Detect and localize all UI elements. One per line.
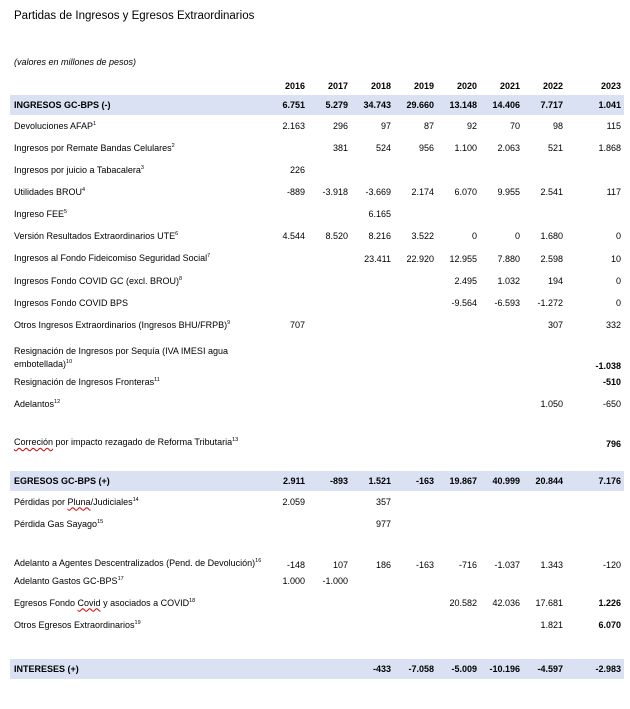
value-cell-2020: 2.495 bbox=[454, 276, 477, 286]
table-row bbox=[10, 292, 624, 314]
section-total-row bbox=[10, 95, 624, 115]
row-label-text: Ingresos Fondo COVID BPS bbox=[14, 297, 129, 308]
value-cell-2019 bbox=[394, 570, 437, 592]
value-cell-2020: -716 bbox=[458, 560, 477, 570]
row-label bbox=[10, 203, 265, 225]
value-cell-2023: -650 bbox=[602, 399, 621, 409]
value-cell-2019: 29.660 bbox=[394, 95, 437, 115]
value-cell-2022: 1.050 bbox=[540, 399, 563, 409]
row-label bbox=[10, 115, 265, 137]
value-cell-2019: 2.174 bbox=[411, 187, 434, 197]
value-cell-2019: 22.920 bbox=[406, 253, 434, 264]
table-row bbox=[10, 393, 624, 415]
value-cell-2018: 8.216 bbox=[368, 231, 391, 241]
row-label-text: Ingresos al Fondo Fideicomiso Seguridad Social bbox=[14, 253, 208, 263]
value-cell-2022: 1.821 bbox=[540, 620, 563, 630]
table-row bbox=[10, 592, 624, 614]
value-cell-2023: 7.176 bbox=[566, 471, 624, 491]
value-cell-2020: 6.070 bbox=[454, 187, 477, 197]
row-label bbox=[10, 225, 265, 247]
table-row bbox=[10, 371, 624, 393]
value-cell-2017: -893 bbox=[308, 471, 351, 491]
row-label bbox=[10, 159, 265, 181]
value-cell-2021: 9.955 bbox=[497, 187, 520, 197]
value-cell-2023: -120 bbox=[602, 560, 621, 570]
value-cell-2018: 186 bbox=[375, 560, 391, 570]
value-cell-2017 bbox=[308, 614, 351, 636]
value-cell-2018: 357 bbox=[375, 497, 391, 507]
value-cell-2022: 17.681 bbox=[535, 598, 563, 608]
value-cell-2021: -6.593 bbox=[494, 298, 520, 308]
value-cell-2019 bbox=[394, 371, 437, 393]
value-cell-2017 bbox=[308, 270, 351, 292]
footnote-marker: 13 bbox=[232, 437, 239, 443]
row-label-text: INTERESES (+) bbox=[14, 663, 79, 674]
value-cell-2021 bbox=[480, 614, 523, 636]
row-label-text: Otros Egresos Extraordinarios bbox=[14, 619, 135, 630]
row-label bbox=[10, 513, 265, 535]
value-cell-2019 bbox=[394, 393, 437, 415]
value-cell-2020 bbox=[437, 336, 480, 371]
row-label bbox=[10, 415, 265, 449]
value-cell-2023: 117 bbox=[606, 187, 621, 197]
value-cell-2021 bbox=[480, 203, 523, 225]
footnote-marker: 2 bbox=[171, 142, 175, 149]
table-row bbox=[10, 115, 624, 137]
value-cell-2021 bbox=[480, 393, 523, 415]
value-cell-2023: 796 bbox=[605, 439, 621, 449]
spacer-row bbox=[10, 636, 624, 659]
value-cell-2019 bbox=[394, 491, 437, 513]
value-cell-2022 bbox=[523, 336, 566, 371]
value-cell-2020 bbox=[437, 415, 480, 449]
row-label-text: Ingresos por Remate Bandas Celulares bbox=[14, 142, 172, 153]
value-cell-2022: 20.844 bbox=[523, 471, 566, 491]
value-cell-2017 bbox=[308, 592, 351, 614]
table-row bbox=[10, 570, 624, 592]
value-cell-2023: -510 bbox=[602, 377, 621, 387]
value-cell-2016 bbox=[265, 393, 308, 415]
value-cell-2017: 5.279 bbox=[308, 95, 351, 115]
row-label bbox=[10, 614, 265, 636]
value-cell-2020: -5.009 bbox=[437, 659, 480, 679]
value-cell-2017: 107 bbox=[332, 560, 348, 570]
row-label bbox=[10, 95, 265, 115]
value-cell-2021 bbox=[480, 159, 523, 181]
row-label bbox=[10, 314, 265, 336]
table-row bbox=[10, 159, 624, 181]
value-cell-2022 bbox=[523, 159, 566, 181]
value-cell-2023: -2.983 bbox=[566, 659, 624, 679]
value-cell-2016: -889 bbox=[286, 187, 305, 197]
row-label bbox=[10, 270, 265, 292]
value-cell-2023: 0 bbox=[615, 276, 621, 286]
value-cell-2021: 1.032 bbox=[497, 276, 520, 286]
year-header: 2017 bbox=[327, 81, 348, 91]
value-cell-2023: 10 bbox=[610, 253, 621, 264]
value-cell-2018 bbox=[351, 614, 394, 636]
value-cell-2023: 0 bbox=[615, 298, 621, 308]
value-cell-2020 bbox=[437, 570, 480, 592]
table-row bbox=[10, 415, 624, 449]
footnote-marker: 8 bbox=[179, 275, 183, 282]
spacer-cell bbox=[10, 636, 624, 659]
value-cell-2016 bbox=[265, 137, 308, 159]
value-cell-2023 bbox=[566, 203, 624, 225]
value-cell-2022: 307 bbox=[547, 320, 563, 330]
value-cell-2016: 226 bbox=[289, 165, 305, 175]
value-cell-2016 bbox=[265, 203, 308, 225]
value-cell-2020 bbox=[437, 203, 480, 225]
value-cell-2020: 13.148 bbox=[437, 95, 480, 115]
footnote-marker: 14 bbox=[132, 496, 139, 503]
table-row bbox=[10, 535, 624, 570]
footnote-marker: 17 bbox=[117, 575, 124, 582]
row-label-text: INGRESOS GC-BPS (-) bbox=[14, 99, 111, 110]
footnote-marker: 5 bbox=[64, 208, 68, 215]
value-cell-2019 bbox=[394, 203, 437, 225]
footnote-marker: 18 bbox=[189, 597, 196, 604]
value-cell-2016: 2.911 bbox=[265, 471, 308, 491]
row-label bbox=[10, 292, 265, 314]
value-cell-2022: 194 bbox=[547, 276, 563, 286]
value-cell-2017 bbox=[308, 513, 351, 535]
value-cell-2023 bbox=[566, 570, 624, 592]
value-cell-2023 bbox=[566, 159, 624, 181]
footnote-marker: 3 bbox=[140, 164, 144, 171]
value-cell-2018: -3.669 bbox=[365, 187, 391, 197]
value-cell-2016 bbox=[265, 292, 308, 314]
table-row bbox=[10, 491, 624, 513]
value-cell-2021 bbox=[480, 513, 523, 535]
value-cell-2020 bbox=[437, 614, 480, 636]
value-cell-2023: 0 bbox=[615, 231, 621, 241]
value-cell-2022: 2.598 bbox=[540, 253, 563, 264]
row-label-text: Adelantos bbox=[14, 398, 55, 409]
value-cell-2021: 40.999 bbox=[480, 471, 523, 491]
value-cell-2017 bbox=[308, 292, 351, 314]
value-cell-2021: 2.063 bbox=[497, 143, 520, 153]
value-cell-2021 bbox=[480, 371, 523, 393]
value-cell-2021: 14.406 bbox=[480, 95, 523, 115]
footnote-marker: 15 bbox=[97, 518, 104, 525]
value-cell-2018 bbox=[351, 314, 394, 336]
row-label-text: Resignación de Ingresos por Sequía (IVA IMESI agua embotellada) bbox=[14, 346, 228, 369]
value-cell-2020: 12.955 bbox=[449, 253, 477, 264]
table-row bbox=[10, 513, 624, 535]
row-label bbox=[10, 371, 265, 393]
value-cell-2021: -10.196 bbox=[480, 659, 523, 679]
row-label-text: Ingreso FEE bbox=[14, 208, 65, 219]
value-cell-2019 bbox=[394, 415, 437, 449]
value-cell-2020 bbox=[437, 314, 480, 336]
row-label bbox=[10, 137, 265, 159]
value-cell-2017 bbox=[308, 336, 351, 371]
value-cell-2016 bbox=[265, 592, 308, 614]
value-cell-2021: 42.036 bbox=[492, 598, 520, 608]
value-cell-2017: 381 bbox=[332, 143, 348, 153]
year-header: 2018 bbox=[370, 81, 391, 91]
value-cell-2022: 7.717 bbox=[523, 95, 566, 115]
value-cell-2022 bbox=[523, 513, 566, 535]
value-cell-2020: 20.582 bbox=[449, 598, 477, 608]
row-label-text: Utilidades BROU bbox=[14, 186, 83, 197]
units-note: (valores en millones de pesos) bbox=[14, 57, 137, 67]
row-label bbox=[10, 659, 265, 679]
footnote-marker: 19 bbox=[134, 619, 141, 626]
value-cell-2016 bbox=[265, 336, 308, 371]
row-label-text: Pérdidas por Pluna/Judiciales bbox=[14, 496, 133, 507]
value-cell-2020 bbox=[437, 159, 480, 181]
value-cell-2016 bbox=[265, 270, 308, 292]
value-cell-2019 bbox=[394, 336, 437, 371]
value-cell-2022: -1.272 bbox=[537, 298, 563, 308]
value-cell-2016 bbox=[265, 659, 308, 679]
label-header bbox=[10, 77, 265, 95]
value-cell-2020 bbox=[437, 513, 480, 535]
table-row bbox=[10, 137, 624, 159]
value-cell-2019: -163 bbox=[394, 471, 437, 491]
value-cell-2023: 1.041 bbox=[566, 95, 624, 115]
value-cell-2021 bbox=[480, 491, 523, 513]
value-cell-2023: 115 bbox=[606, 121, 621, 131]
value-cell-2022: -4.597 bbox=[523, 659, 566, 679]
value-cell-2016 bbox=[265, 614, 308, 636]
value-cell-2020: 0 bbox=[471, 231, 477, 241]
value-cell-2019: -163 bbox=[415, 560, 434, 570]
value-cell-2016: -148 bbox=[286, 560, 305, 570]
footnote-marker: 7 bbox=[207, 253, 211, 259]
value-cell-2018: 97 bbox=[380, 121, 391, 131]
value-cell-2017: 296 bbox=[332, 121, 348, 131]
value-cell-2020: 92 bbox=[466, 121, 477, 131]
row-label bbox=[10, 471, 265, 491]
section-total-row bbox=[10, 659, 624, 679]
row-label bbox=[10, 491, 265, 513]
value-cell-2023: 1.226 bbox=[598, 598, 621, 608]
row-label-text: Otros Ingresos Extraordinarios (Ingresos BHU/FRPB) bbox=[14, 319, 228, 330]
value-cell-2016: 707 bbox=[289, 320, 305, 330]
value-cell-2020: 19.867 bbox=[437, 471, 480, 491]
section-total-row bbox=[10, 471, 624, 491]
value-cell-2021: 0 bbox=[514, 231, 520, 241]
value-cell-2018: 1.521 bbox=[351, 471, 394, 491]
value-cell-2022 bbox=[523, 570, 566, 592]
value-cell-2019: 87 bbox=[423, 121, 434, 131]
value-cell-2019 bbox=[394, 159, 437, 181]
value-cell-2018: 23.411 bbox=[364, 253, 391, 264]
value-cell-2017 bbox=[308, 203, 351, 225]
value-cell-2017 bbox=[308, 393, 351, 415]
data-table bbox=[10, 77, 624, 679]
value-cell-2023: 332 bbox=[605, 320, 621, 330]
value-cell-2017 bbox=[308, 491, 351, 513]
table-row bbox=[10, 181, 624, 203]
value-cell-2018 bbox=[351, 292, 394, 314]
value-cell-2019 bbox=[394, 292, 437, 314]
value-cell-2019: 956 bbox=[418, 143, 434, 153]
table-row bbox=[10, 203, 624, 225]
year-header: 2019 bbox=[413, 81, 434, 91]
year-header: 2020 bbox=[456, 81, 477, 91]
row-label-text: EGRESOS GC-BPS (+) bbox=[14, 475, 110, 486]
value-cell-2016: 4.544 bbox=[282, 231, 305, 241]
value-cell-2017 bbox=[308, 415, 351, 449]
value-cell-2017 bbox=[308, 314, 351, 336]
row-label-text: Versión Resultados Extraordinarios UTE bbox=[14, 230, 176, 241]
footnote-marker: 1 bbox=[93, 120, 97, 127]
value-cell-2018 bbox=[351, 336, 394, 371]
value-cell-2016: 1.000 bbox=[282, 576, 305, 586]
footnote-marker: 12 bbox=[54, 398, 61, 405]
footnote-marker: 16 bbox=[255, 558, 262, 564]
value-cell-2020: 1.100 bbox=[454, 143, 477, 153]
value-cell-2023: 1.868 bbox=[598, 143, 621, 153]
table-row bbox=[10, 336, 624, 371]
value-cell-2021 bbox=[480, 314, 523, 336]
value-cell-2021: 7.880 bbox=[497, 253, 520, 264]
footnote-marker: 11 bbox=[154, 376, 160, 383]
year-header: 2023 bbox=[600, 81, 621, 91]
value-cell-2017 bbox=[308, 371, 351, 393]
row-label bbox=[10, 336, 265, 371]
value-cell-2020 bbox=[437, 491, 480, 513]
value-cell-2016: 2.059 bbox=[282, 497, 305, 507]
value-cell-2022: 1.680 bbox=[540, 231, 563, 241]
footnote-marker: 10 bbox=[66, 359, 73, 365]
year-header: 2016 bbox=[284, 81, 305, 91]
value-cell-2022: 1.343 bbox=[540, 560, 563, 570]
value-cell-2022 bbox=[523, 415, 566, 449]
year-header-row bbox=[10, 77, 624, 95]
value-cell-2022 bbox=[523, 371, 566, 393]
value-cell-2017: -3.918 bbox=[322, 187, 348, 197]
table-row bbox=[10, 225, 624, 247]
value-cell-2023 bbox=[566, 491, 624, 513]
value-cell-2023: 6.070 bbox=[598, 620, 621, 630]
value-cell-2022: 98 bbox=[552, 121, 563, 131]
footnote-marker: 4 bbox=[82, 186, 86, 193]
value-cell-2018 bbox=[351, 592, 394, 614]
value-cell-2018 bbox=[351, 570, 394, 592]
table-row bbox=[10, 270, 624, 292]
value-cell-2019 bbox=[394, 614, 437, 636]
value-cell-2018: 977 bbox=[375, 519, 391, 529]
value-cell-2019 bbox=[394, 314, 437, 336]
year-header: 2022 bbox=[542, 81, 563, 91]
value-cell-2022: 2.541 bbox=[540, 187, 563, 197]
year-header: 2021 bbox=[499, 81, 520, 91]
footnote-marker: 9 bbox=[227, 319, 231, 326]
row-label-text: Ingresos por juicio a Tabacalera bbox=[14, 164, 141, 175]
value-cell-2023: -1.038 bbox=[595, 361, 621, 371]
value-cell-2016 bbox=[265, 415, 308, 449]
value-cell-2018: 34.743 bbox=[351, 95, 394, 115]
value-cell-2019 bbox=[394, 270, 437, 292]
row-label-text: Correción por impacto rezagado de Reforma Tributaria bbox=[14, 437, 233, 447]
value-cell-2017: 8.520 bbox=[325, 231, 348, 241]
row-label bbox=[10, 181, 265, 203]
row-label-text: Devoluciones AFAP bbox=[14, 120, 94, 131]
page-title: Partidas de Ingresos y Egresos Extraordinarios bbox=[14, 10, 255, 22]
value-cell-2021: 70 bbox=[509, 121, 520, 131]
value-cell-2020: -9.564 bbox=[451, 298, 477, 308]
row-label-text: Resignación de Ingresos Fronteras bbox=[14, 376, 155, 387]
row-label bbox=[10, 535, 265, 570]
value-cell-2016 bbox=[265, 371, 308, 393]
row-label bbox=[10, 393, 265, 415]
value-cell-2019 bbox=[394, 592, 437, 614]
value-cell-2023 bbox=[566, 513, 624, 535]
value-cell-2017: -1.000 bbox=[322, 576, 348, 586]
value-cell-2018 bbox=[351, 159, 394, 181]
value-cell-2017 bbox=[308, 159, 351, 181]
spacer-row bbox=[10, 449, 624, 471]
row-label bbox=[10, 592, 265, 614]
value-cell-2018: 524 bbox=[375, 143, 391, 153]
value-cell-2018 bbox=[351, 415, 394, 449]
value-cell-2022: 521 bbox=[547, 143, 563, 153]
value-cell-2019 bbox=[394, 513, 437, 535]
row-label-text: Pérdida Gas Sayago bbox=[14, 518, 98, 529]
table-row bbox=[10, 314, 624, 336]
spacer-cell bbox=[10, 449, 624, 471]
value-cell-2016 bbox=[265, 247, 308, 270]
value-cell-2021 bbox=[480, 570, 523, 592]
value-cell-2018 bbox=[351, 270, 394, 292]
value-cell-2018 bbox=[351, 393, 394, 415]
value-cell-2016 bbox=[265, 513, 308, 535]
value-cell-2022 bbox=[523, 203, 566, 225]
value-cell-2017 bbox=[308, 247, 351, 270]
row-label-text: Adelanto a Agentes Descentralizados (Pend. de Devolución) bbox=[14, 558, 256, 568]
value-cell-2016: 2.163 bbox=[282, 121, 305, 131]
value-cell-2019: 3.522 bbox=[411, 231, 434, 241]
row-label-text: Adelanto Gastos GC-BPS bbox=[14, 575, 118, 586]
row-label bbox=[10, 570, 265, 592]
value-cell-2018: 6.165 bbox=[368, 209, 391, 219]
value-cell-2018: -433 bbox=[351, 659, 394, 679]
table-row bbox=[10, 247, 624, 270]
value-cell-2016: 6.751 bbox=[265, 95, 308, 115]
value-cell-2018 bbox=[351, 371, 394, 393]
row-label bbox=[10, 247, 265, 270]
value-cell-2022 bbox=[523, 491, 566, 513]
value-cell-2021 bbox=[480, 336, 523, 371]
table-row bbox=[10, 614, 624, 636]
value-cell-2021 bbox=[480, 415, 523, 449]
row-label-text: Egresos Fondo Covid y asociados a COVID bbox=[14, 597, 190, 608]
value-cell-2019: -7.058 bbox=[394, 659, 437, 679]
value-cell-2020 bbox=[437, 371, 480, 393]
row-label-text: Ingresos Fondo COVID GC (excl. BROU) bbox=[14, 275, 180, 286]
value-cell-2021: -1.037 bbox=[494, 560, 520, 570]
value-cell-2020 bbox=[437, 393, 480, 415]
footnote-marker: 6 bbox=[175, 230, 179, 237]
value-cell-2017 bbox=[308, 659, 351, 679]
